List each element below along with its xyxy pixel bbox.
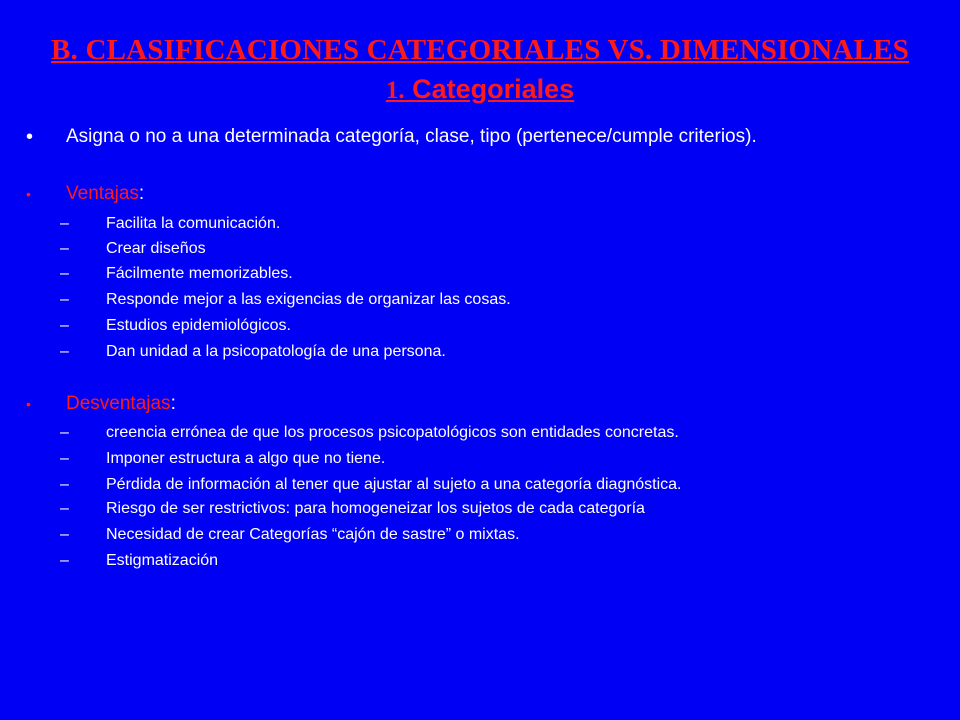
dash-icon: – xyxy=(60,215,69,232)
slide-title: B. CLASIFICACIONES CATEGORIALES VS. DIMENSIONALES xyxy=(51,34,909,66)
dash-icon: – xyxy=(60,291,69,308)
bullet-icon: • xyxy=(26,186,31,202)
subtitle-text: Categoriales xyxy=(412,74,575,104)
intro-text: Asigna o no a una determinada categoría, clase, tipo (pertenece/cumple criterios). xyxy=(66,126,757,147)
ventajas-label: Ventajas xyxy=(66,183,139,204)
dash-icon: – xyxy=(60,240,69,257)
desventajas-label: Desventajas xyxy=(66,393,171,414)
slide-subtitle xyxy=(0,74,960,105)
dash-icon: – xyxy=(60,265,69,282)
subtitle-number: 1. xyxy=(385,77,405,104)
dash-icon: – xyxy=(60,450,69,467)
dash-icon: – xyxy=(60,476,69,493)
dash-icon: – xyxy=(60,526,69,543)
dash-icon: – xyxy=(60,317,69,334)
bullet-icon: • xyxy=(26,396,31,412)
dash-icon: – xyxy=(60,552,69,569)
dash-icon: – xyxy=(60,500,69,517)
dash-icon: – xyxy=(60,343,69,360)
dash-icon: – xyxy=(60,424,69,441)
bullet-icon: • xyxy=(26,126,34,148)
